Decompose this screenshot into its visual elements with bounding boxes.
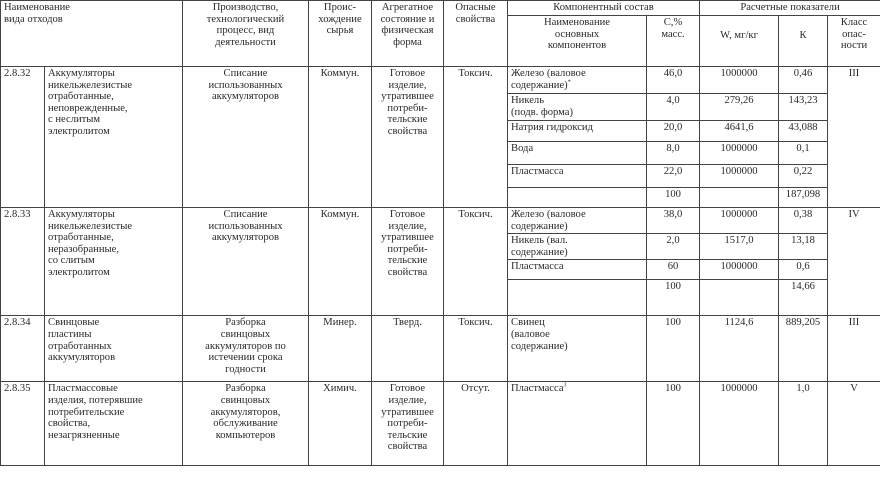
footnote-mark: *	[567, 79, 571, 86]
component-c-percent: 46,0	[647, 67, 700, 94]
hazard-property: Токсич.	[444, 67, 508, 208]
component-w: 1000000	[700, 208, 779, 234]
table-row	[1, 208, 880, 234]
component-w: 1000000	[700, 142, 779, 165]
component-k: 187,098	[779, 188, 828, 208]
production-process: Разборка свинцовых аккумуляторов по истечении срока годности	[183, 316, 309, 382]
header-component-name: Наименование основных компонентов	[508, 16, 647, 67]
hazard-class: III	[828, 67, 880, 208]
component-name	[508, 121, 647, 142]
header-w: W, мг/кг	[700, 16, 779, 67]
component-c-percent: 60	[647, 260, 700, 280]
component-name	[508, 382, 647, 466]
table-header	[1, 1, 880, 67]
component-k: 1,0	[779, 382, 828, 466]
component-name	[508, 165, 647, 188]
component-c-percent: 38,0	[647, 208, 700, 234]
component-name	[508, 316, 647, 382]
component-c-percent: 100	[647, 382, 700, 466]
waste-code: 2.8.34	[1, 316, 45, 382]
header-k: К	[779, 16, 828, 67]
origin: Коммун.	[309, 208, 372, 316]
component-w: 1000000	[700, 67, 779, 94]
component-c-percent: 22,0	[647, 165, 700, 188]
component-name-text: Никель (вал. содержание)	[511, 235, 568, 258]
component-name-text: Пластмасса	[511, 383, 564, 395]
origin: Минер.	[309, 316, 372, 382]
production-process: Списание использованных аккумуляторов	[183, 67, 309, 208]
table-body	[1, 67, 880, 466]
waste-name: Свинцовые пластины отработанных аккумуляторов	[45, 316, 183, 382]
component-w: 1517,0	[700, 234, 779, 260]
physical-state: Готовое изделие, утратившее потреби- тельские свойства	[372, 208, 444, 316]
component-name	[508, 188, 647, 208]
waste-name: Пластмассовые изделия, потерявшие потребительские свойства, незагрязненные	[45, 382, 183, 466]
table-row	[1, 67, 880, 94]
component-name-text: Пластмасса	[511, 261, 564, 273]
component-k: 0,38	[779, 208, 828, 234]
hazard-property: Отсут.	[444, 382, 508, 466]
physical-state: Готовое изделие, утратившее потреби- тельские свойства	[372, 382, 444, 466]
component-w: 1000000	[700, 260, 779, 280]
header-origin: Проис- хождение сырья	[309, 1, 372, 67]
component-w	[700, 188, 779, 208]
component-name	[508, 208, 647, 234]
waste-code: 2.8.33	[1, 208, 45, 316]
component-c-percent: 100	[647, 188, 700, 208]
header-state: Агрегатное состояние и физическая форма	[372, 1, 444, 67]
header-hazard-class: Класс опас- ности	[828, 16, 880, 67]
component-k: 0,46	[779, 67, 828, 94]
header-hazard: Опасные свойства	[444, 1, 508, 67]
hazard-class: III	[828, 316, 880, 382]
component-c-percent: 20,0	[647, 121, 700, 142]
hazard-property: Токсич.	[444, 316, 508, 382]
production-process: Списание использованных аккумуляторов	[183, 208, 309, 316]
table-row	[1, 382, 880, 466]
footnote-mark: 3	[563, 382, 567, 389]
component-k: 0,1	[779, 142, 828, 165]
component-w: 1124,6	[700, 316, 779, 382]
component-k: 43,088	[779, 121, 828, 142]
component-name	[508, 280, 647, 316]
component-c-percent: 100	[647, 316, 700, 382]
component-name	[508, 94, 647, 121]
component-name	[508, 260, 647, 280]
waste-code: 2.8.32	[1, 67, 45, 208]
physical-state: Тверд.	[372, 316, 444, 382]
component-w: 4641,6	[700, 121, 779, 142]
hazard-class: IV	[828, 208, 880, 316]
component-w: 279,26	[700, 94, 779, 121]
header-waste-name: Наименование вида отходов	[1, 1, 183, 67]
component-name-text: Свинец (валовое содержание)	[511, 317, 568, 352]
header-composition-group: Компонентный состав	[508, 1, 700, 16]
component-w: 1000000	[700, 382, 779, 466]
header-calc-group: Расчетные показатели	[700, 1, 880, 16]
component-name-text: Железо (валовое содержание)	[511, 68, 586, 91]
component-name-text: Натрия гидроксид	[511, 122, 593, 133]
waste-code: 2.8.35	[1, 382, 45, 466]
component-name	[508, 142, 647, 165]
hazard-property: Токсич.	[444, 208, 508, 316]
header-c-percent: С,% масс.	[647, 16, 700, 67]
component-w: 1000000	[700, 165, 779, 188]
physical-state: Готовое изделие, утратившее потреби- тельские свойства	[372, 67, 444, 208]
component-k: 889,205	[779, 316, 828, 382]
component-c-percent: 4,0	[647, 94, 700, 121]
component-name	[508, 234, 647, 260]
table-row	[1, 316, 880, 382]
component-k: 0,22	[779, 165, 828, 188]
origin: Химич.	[309, 382, 372, 466]
component-w	[700, 280, 779, 316]
component-name-text: Пластмасса	[511, 166, 564, 177]
component-c-percent: 2,0	[647, 234, 700, 260]
waste-name: Аккумуляторы никельжелезистые отработанные, неразобранные, со слитым электролитом	[45, 208, 183, 316]
component-name	[508, 67, 647, 94]
origin: Коммун.	[309, 67, 372, 208]
production-process: Разборка свинцовых аккумуляторов, обслуживание компьютеров	[183, 382, 309, 466]
component-name-text: Железо (валовое содержание)	[511, 209, 586, 232]
component-name-text: Никель (подв. форма)	[511, 95, 574, 118]
waste-name: Аккумуляторы никельжелезистые отработанные, неповрежденные, с неслитым электролитом	[45, 67, 183, 208]
component-name-text: Вода	[511, 143, 534, 154]
component-c-percent: 8,0	[647, 142, 700, 165]
component-k: 143,23	[779, 94, 828, 121]
component-k: 14,66	[779, 280, 828, 316]
header-production: Производство, технологический процесс, вид деятельности	[183, 1, 309, 67]
component-k: 13,18	[779, 234, 828, 260]
component-c-percent: 100	[647, 280, 700, 316]
hazard-class: V	[828, 382, 880, 466]
component-k: 0,6	[779, 260, 828, 280]
